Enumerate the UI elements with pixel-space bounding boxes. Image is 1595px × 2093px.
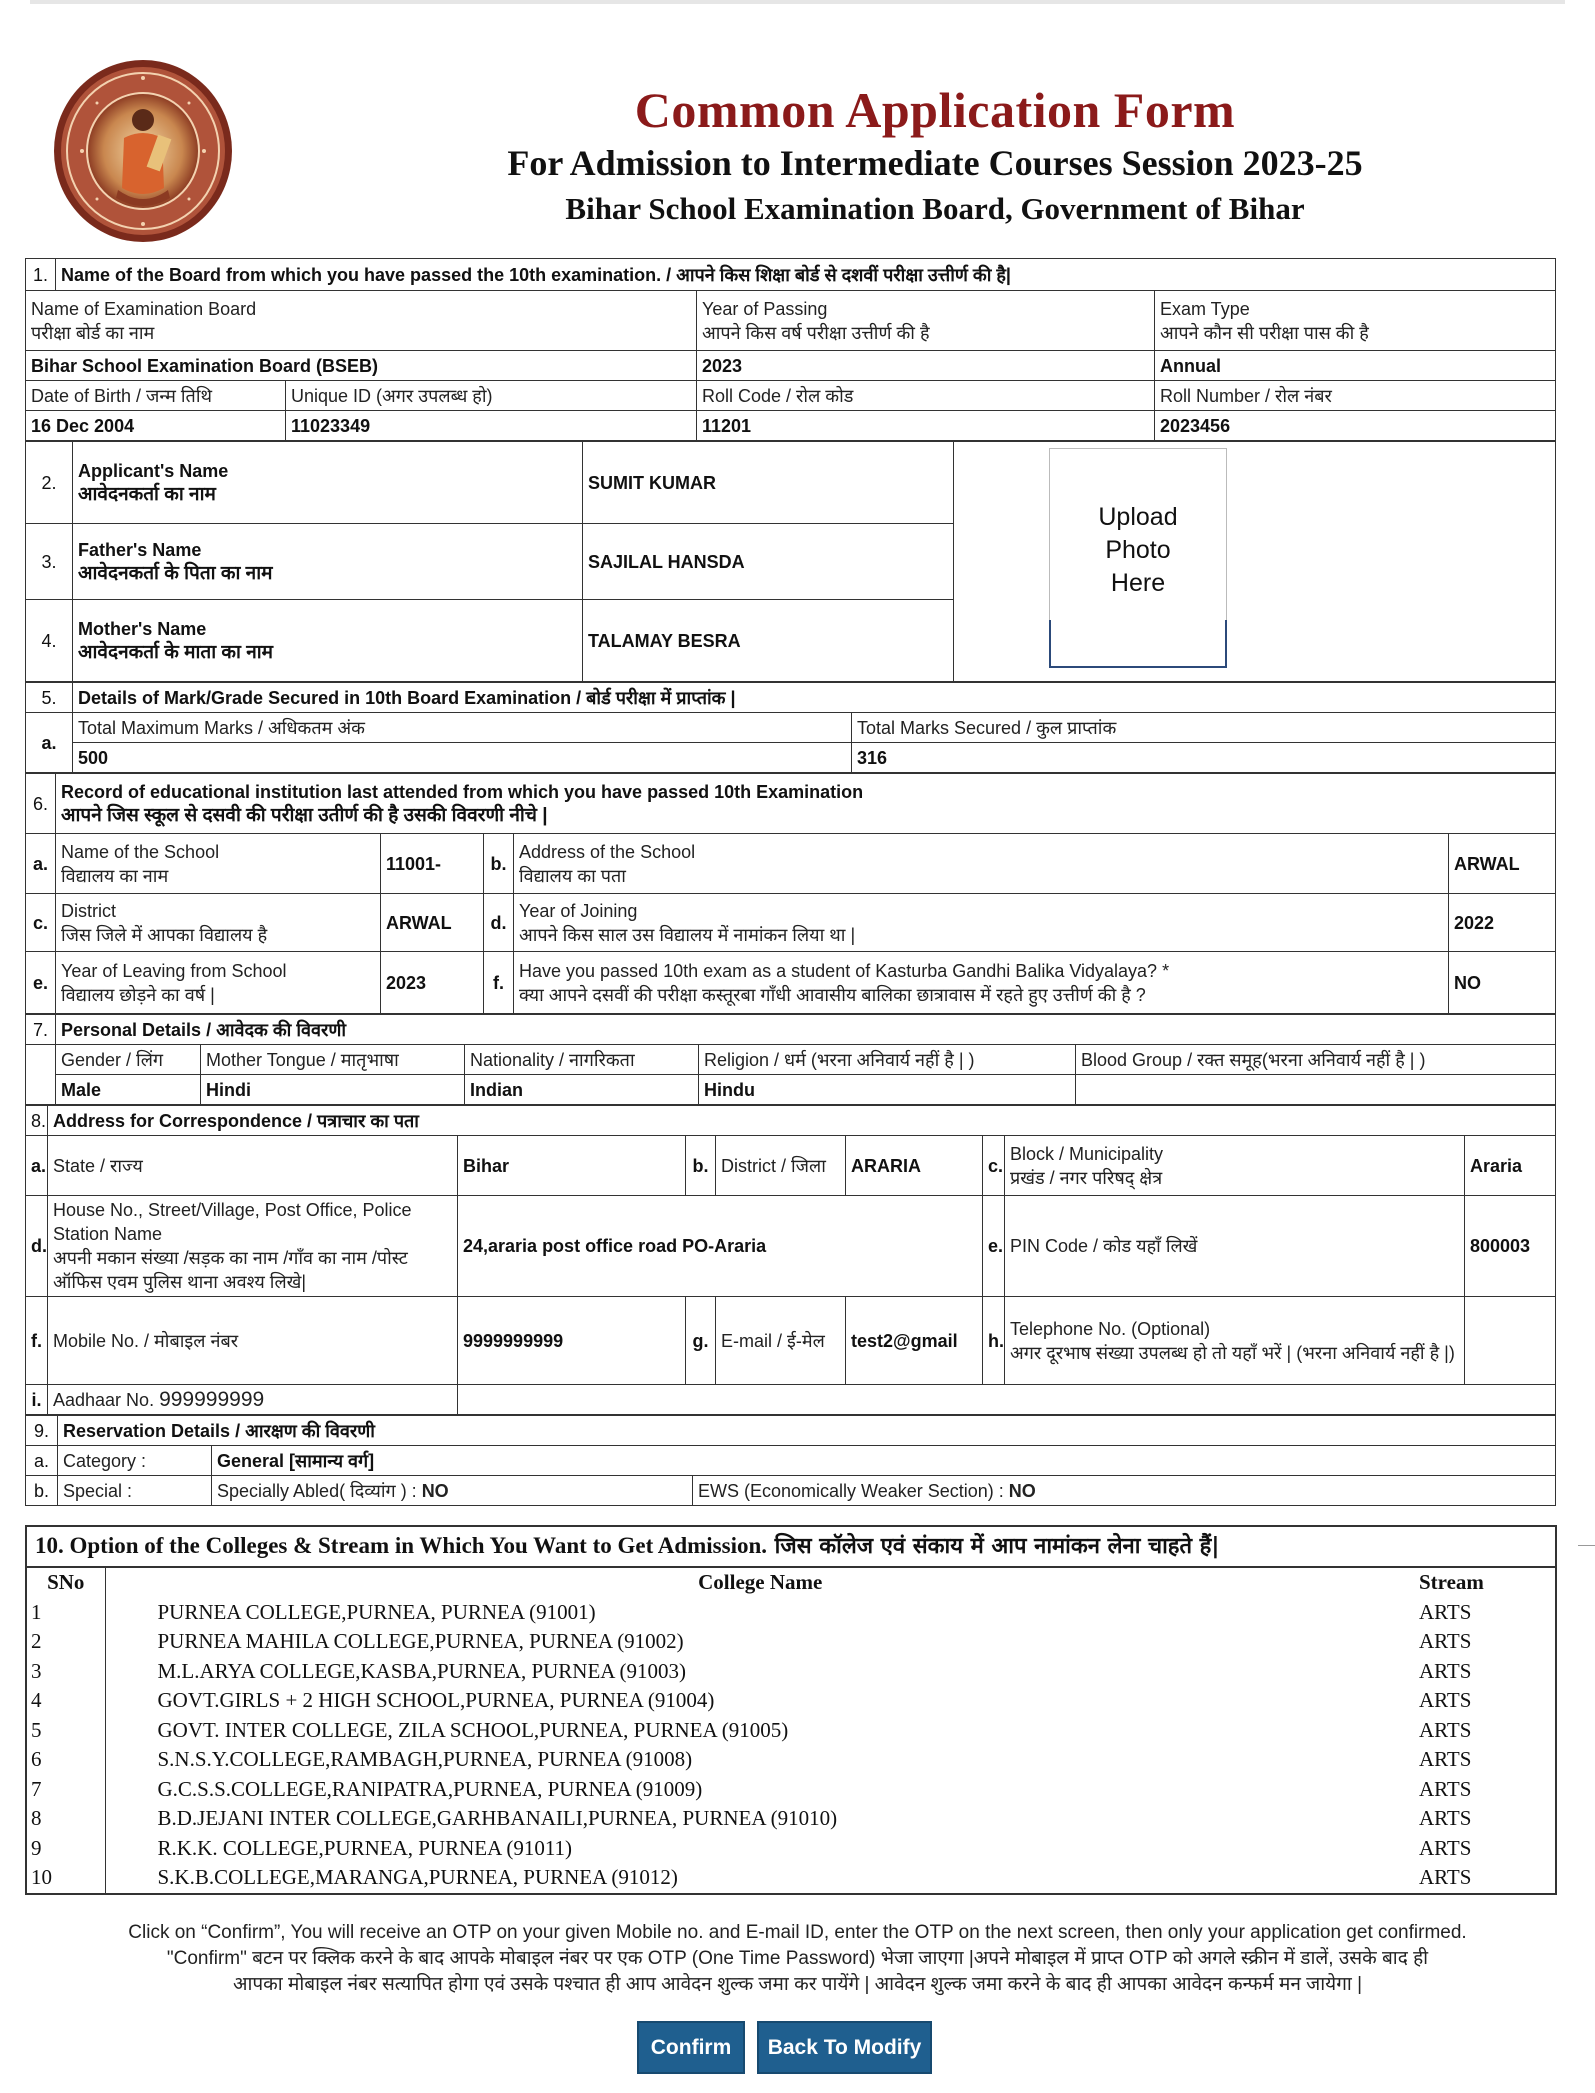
college-name-cell: R.K.K. COLLEGE,PURNEA, PURNEA (91011): [157, 1835, 573, 1860]
college-sno-cell: 3: [27, 1657, 105, 1687]
section-address: [25, 1105, 1556, 1415]
sub-number: f.: [484, 952, 514, 1014]
father-name-value: SAJILAL HANSDA: [583, 524, 954, 600]
state-label: State / राज्य: [48, 1136, 458, 1196]
school-name-value: 11001-: [381, 834, 484, 894]
religion-label: Religion / धर्म (भरना अनिवार्य नहीं है | ): [699, 1045, 1076, 1075]
table-row: [27, 1598, 1555, 1628]
college-name-cell: G.C.S.S.COLLEGE,RANIPATRA,PURNEA, PURNEA (91009): [157, 1776, 703, 1801]
religion-value: Hindu: [699, 1075, 1076, 1105]
school-district-label: District जिस जिले में आपका विद्यालय है: [56, 894, 381, 952]
house-address-value: 24,araria post office road PO-Araria: [458, 1196, 983, 1297]
aadhaar-field: Aadhaar No. 999999999: [48, 1385, 458, 1415]
kgbv-label: Have you passed 10th exam as a student of Kasturba Gandhi Balika Vidyalaya? * क्या आपने दसवीं की परीक्षा कस्तूरबा गाँधी आवासीय बालिका छात्रावास में रहते हुए उत्तीर्ण की है ?: [514, 952, 1449, 1014]
page-header: [0, 0, 1595, 250]
college-stream-cell: ARTS: [1419, 1629, 1472, 1653]
college-name-header: College Name: [698, 1570, 823, 1594]
applicant-name-value: SUMIT KUMAR: [583, 442, 954, 524]
confirm-button[interactable]: Confirm: [637, 2021, 745, 2074]
section-heading: Record of educational institution last attended from which you have passed 10th Examination आपने जिस स्कूल से दसवी की परीक्षा उतीर्ण की है उसकी विवरणी नीचे |: [56, 774, 1556, 834]
ews-field: EWS (Economically Weaker Section) : NO: [693, 1476, 1556, 1506]
blood-group-label: Blood Group / रक्त समूह(भरना अनिवार्य नहीं है | ): [1076, 1045, 1556, 1075]
section-personal: [25, 1014, 1556, 1105]
secured-marks-label: Total Marks Secured / कुल प्राप्तांक: [852, 713, 1556, 743]
gender-label: Gender / लिंग: [56, 1045, 201, 1075]
section-heading: Reservation Details / आरक्षण की विवरणी: [58, 1416, 1556, 1446]
section-heading: Details of Mark/Grade Secured in 10th Board Examination / बोर्ड परीक्षा में प्राप्तांक |: [73, 683, 1556, 713]
college-stream-cell: ARTS: [1419, 1658, 1472, 1683]
college-sno-cell: 7: [27, 1775, 105, 1805]
leaving-year-value: 2023: [381, 952, 484, 1014]
college-stream-cell: ARTS: [1419, 1806, 1472, 1830]
section-board: [25, 258, 1556, 441]
telephone-value: [1465, 1297, 1556, 1385]
sno-header: SNo: [27, 1568, 105, 1598]
sub-number: a.: [26, 1136, 48, 1196]
unique-id-value: 11023349: [286, 411, 697, 441]
house-address-label: House No., Street/Village, Post Office, Police Station Name अपनी मकान संख्या /सड़क का नाम /गाँव का नाम /पोस्ट ऑफिस एवम पुलिस थाना अवश्य लिखे|: [48, 1196, 458, 1297]
application-form: [25, 258, 1555, 1506]
district-value: ARARIA: [846, 1136, 983, 1196]
stream-header: Stream: [1419, 1570, 1484, 1594]
form-subtitle: For Admission to Intermediate Courses Session 2023-25: [507, 143, 1363, 183]
block-value: Araria: [1465, 1136, 1556, 1196]
unique-id-label: Unique ID (अगर उपलब्ध हो): [286, 381, 697, 411]
mother-tongue-value: Hindi: [201, 1075, 465, 1105]
sub-number: b.: [26, 1476, 58, 1506]
header-titles: [400, 82, 1470, 230]
dob-label: Date of Birth / जन्म तिथि: [26, 381, 286, 411]
section-school: [25, 773, 1556, 1014]
college-name-cell: GOVT. INTER COLLEGE, ZILA SCHOOL,PURNEA, PURNEA (91005): [157, 1717, 789, 1742]
table-row: [27, 1804, 1555, 1834]
kgbv-value: NO: [1449, 952, 1556, 1014]
section-heading: Name of the Board from which you have passed the 10th examination. / आपने किस शिक्षा बोर्ड से दशवीं परीक्षा उत्तीर्ण की है|: [56, 259, 1556, 291]
college-stream-cell: ARTS: [1419, 1599, 1472, 1624]
table-row: [27, 1745, 1555, 1775]
college-sno-cell: 10: [27, 1863, 105, 1893]
college-sno-cell: 8: [27, 1804, 105, 1834]
section-marks: [25, 682, 1556, 773]
section-heading: Address for Correspondence / पत्राचार का पता: [48, 1106, 1556, 1136]
table-row: [27, 1657, 1555, 1687]
blank-cell: [26, 1045, 56, 1105]
exam-type-label: Exam Type आपने कौन सी परीक्षा पास की है: [1155, 291, 1556, 351]
sub-number: b.: [484, 834, 514, 894]
table-row: [27, 1863, 1555, 1893]
back-to-modify-button[interactable]: Back To Modify: [757, 2021, 932, 2074]
school-name-label: Name of the School विद्यालय का नाम: [56, 834, 381, 894]
mother-name-label: Mother's Name आवेदनकर्ता के माता का नाम: [73, 600, 583, 682]
college-stream-cell: ARTS: [1419, 1747, 1472, 1771]
section-number: 3.: [26, 524, 73, 600]
sub-number: h.: [983, 1297, 1005, 1385]
board-value: Bihar School Examination Board (BSEB): [26, 351, 697, 381]
section-reservation: [25, 1415, 1556, 1506]
pin-code-value: 800003: [1465, 1196, 1556, 1297]
year-value: 2023: [697, 351, 1155, 381]
college-sno-cell: 4: [27, 1686, 105, 1716]
table-row: [27, 1775, 1555, 1805]
section-heading: Personal Details / आवेदक की विवरणी: [56, 1015, 1556, 1045]
college-name-cell: M.L.ARYA COLLEGE,KASBA,PURNEA, PURNEA (91003): [157, 1658, 687, 1683]
category-value: General [सामान्य वर्ग]: [212, 1446, 1556, 1476]
specially-abled-field: Specially Abled( दिव्यांग ) : NO: [212, 1476, 693, 1506]
board-name: Bihar School Examination Board, Government of Bihar: [565, 191, 1305, 226]
college-name-cell: GOVT.GIRLS + 2 HIGH SCHOOL,PURNEA, PURNEA (91004): [157, 1688, 715, 1712]
college-name-cell: B.D.JEJANI INTER COLLEGE,GARHBANAILI,PURNEA, PURNEA (91010): [157, 1806, 838, 1830]
blood-group-value: [1076, 1075, 1556, 1105]
section-number: 5.: [26, 683, 73, 713]
college-sno-cell: 9: [27, 1834, 105, 1864]
category-label: Category :: [58, 1446, 212, 1476]
sub-number: a.: [26, 1446, 58, 1476]
college-name-cell: PURNEA COLLEGE,PURNEA, PURNEA (91001): [157, 1599, 596, 1624]
joining-year-label: Year of Joining आपने किस साल उस विद्यालय में नामांकन लिया था |: [514, 894, 1449, 952]
sub-number: c.: [26, 894, 56, 952]
college-sno-cell: 6: [27, 1745, 105, 1775]
college-stream-cell: ARTS: [1419, 1776, 1472, 1801]
table-row: [27, 1834, 1555, 1864]
email-value: test2@gmail: [846, 1297, 983, 1385]
mobile-value: 9999999999: [458, 1297, 686, 1385]
roll-code-value: 11201: [697, 411, 1155, 441]
father-name-label: Father's Name आवेदनकर्ता के पिता का नाम: [73, 524, 583, 600]
roll-code-label: Roll Code / रोल कोड: [697, 381, 1155, 411]
section-number: 4.: [26, 600, 73, 682]
secured-marks-value: 316: [852, 743, 1556, 773]
college-name-cell: S.K.B.COLLEGE,MARANGA,PURNEA, PURNEA (91012): [157, 1865, 678, 1889]
table-row: [27, 1686, 1555, 1716]
college-table-header: [27, 1568, 1555, 1598]
section-number: 9.: [26, 1416, 58, 1446]
sub-number: a.: [26, 834, 56, 894]
section-number: 8.: [26, 1106, 48, 1136]
special-label: Special :: [58, 1476, 212, 1506]
table-row: [27, 1627, 1555, 1657]
sub-number: d.: [484, 894, 514, 952]
exam-type-value: Annual: [1155, 351, 1556, 381]
college-table: [27, 1568, 1556, 1893]
college-sno-cell: 1: [27, 1598, 105, 1628]
mother-name-value: TALAMAY BESRA: [583, 600, 954, 682]
dob-value: 16 Dec 2004: [26, 411, 286, 441]
college-options-title: 10. Option of the Colleges & Stream in Which You Want to Get Admission. जिस कॉलेज एवं संकाय में आप नामांकन लेना चाहते हैं|: [27, 1527, 1555, 1568]
state-value: Bihar: [458, 1136, 686, 1196]
sub-number: a.: [26, 713, 73, 773]
form-title: Common Application Form: [634, 82, 1236, 138]
school-address-label: Address of the School विद्यालय का पता: [514, 834, 1449, 894]
edge-marker: [1578, 1524, 1595, 1546]
roll-number-label: Roll Number / रोल नंबर: [1155, 381, 1556, 411]
section-number: 6.: [26, 774, 56, 834]
college-stream-cell: ARTS: [1419, 1688, 1472, 1712]
sub-number: i.: [26, 1385, 48, 1415]
college-sno-cell: 2: [27, 1627, 105, 1657]
max-marks-label: Total Maximum Marks / अधिकतम अंक: [73, 713, 852, 743]
gender-value: Male: [56, 1075, 201, 1105]
sub-number: f.: [26, 1297, 48, 1385]
leaving-year-label: Year of Leaving from School विद्यालय छोड़ने का वर्ष |: [56, 952, 381, 1014]
college-name-cell: PURNEA MAHILA COLLEGE,PURNEA, PURNEA (91002): [157, 1629, 684, 1653]
blank-cell: [458, 1385, 1556, 1415]
pin-code-label: PIN Code / कोड यहाँ लिखें: [1005, 1196, 1465, 1297]
nationality-label: Nationality / नागरिकता: [465, 1045, 699, 1075]
college-stream-cell: ARTS: [1419, 1835, 1472, 1860]
roll-number-value: 2023456: [1155, 411, 1556, 441]
telephone-label: Telephone No. (Optional) अगर दूरभाष संख्या उपलब्ध हो तो यहाँ भरें | (भरना अनिवार्य नहीं है |): [1005, 1297, 1465, 1385]
section-names: [25, 441, 1556, 682]
sub-number: d.: [26, 1196, 48, 1297]
sub-number: c.: [983, 1136, 1005, 1196]
school-address-value: ARWAL: [1449, 834, 1556, 894]
mobile-label: Mobile No. / मोबाइल नंबर: [48, 1297, 458, 1385]
college-name-cell: S.N.S.Y.COLLEGE,RAMBAGH,PURNEA, PURNEA (91008): [157, 1747, 693, 1771]
joining-year-value: 2022: [1449, 894, 1556, 952]
college-sno-cell: 5: [27, 1716, 105, 1746]
district-label: District / जिला: [716, 1136, 846, 1196]
nationality-value: Indian: [465, 1075, 699, 1105]
section-number: 1.: [26, 259, 56, 291]
max-marks-value: 500: [73, 743, 852, 773]
section-number: 7.: [26, 1015, 56, 1045]
sub-number: g.: [686, 1297, 716, 1385]
bseb-seal-logo: [52, 58, 234, 244]
section-number: 2.: [26, 442, 73, 524]
upload-photo-box[interactable]: Upload Photo Here: [1049, 448, 1227, 668]
sub-number: b.: [686, 1136, 716, 1196]
board-label: Name of Examination Board परीक्षा बोर्ड का नाम: [26, 291, 697, 351]
photo-upload-area[interactable]: [954, 442, 1556, 682]
college-stream-cell: ARTS: [1419, 1717, 1472, 1742]
mother-tongue-label: Mother Tongue / मातृभाषा: [201, 1045, 465, 1075]
email-label: E-mail / ई-मेल: [716, 1297, 846, 1385]
school-district-value: ARWAL: [381, 894, 484, 952]
college-options-section: [25, 1525, 1557, 1895]
block-label: Block / Municipality प्रखंड / नगर परिषद् क्षेत्र: [1005, 1136, 1465, 1196]
sub-number: e.: [983, 1196, 1005, 1297]
table-row: [27, 1716, 1555, 1746]
year-label: Year of Passing आपने किस वर्ष परीक्षा उत्तीर्ण की है: [697, 291, 1155, 351]
otp-instructions: Click on “Confirm”, You will receive an OTP on your given Mobile no. and E-mail ID, enter the OTP on the next screen, then only your application get confirmed. "Confirm" बटन पर क्लिक करने के बाद आपके मोबाइल नंबर पर एक OTP (One Time Password) भेजा जाएगा |अपने मोबाइल में प्राप्त OTP को अगले स्क्रीन में डालें, उसके बाद ही आपका मोबाइल नंबर सत्यापित होगा एवं उसके पश्चात ही आप आवेदन शुल्क जमा कर पायेंगे | आवेदन शुल्क जमा करने के बाद ही आपका आवेदन कन्फर्म मन जायेगा |: [128, 1922, 1467, 1995]
applicant-name-label: Applicant's Name आवेदनकर्ता का नाम: [73, 442, 583, 524]
college-stream-cell: ARTS: [1419, 1865, 1472, 1889]
sub-number: e.: [26, 952, 56, 1014]
